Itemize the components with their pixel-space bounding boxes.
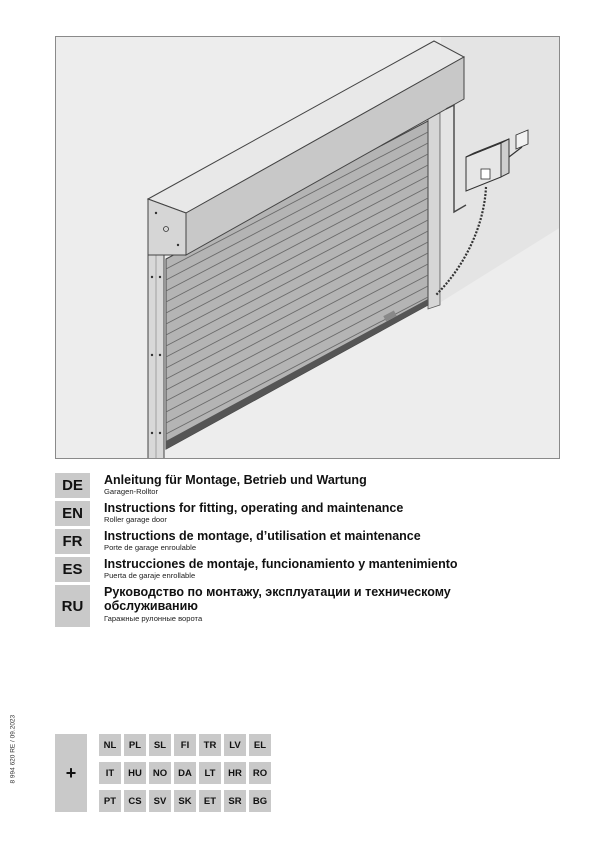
lang-cell: TR xyxy=(199,734,221,756)
lang-subtitle-de: Garagen-Rolltor xyxy=(104,487,159,496)
lang-subtitle-ru: Гаражные рулонные ворота xyxy=(104,614,203,623)
lang-code-en: EN xyxy=(55,501,90,526)
lang-cell: SK xyxy=(174,790,196,812)
roller-door-illustration xyxy=(55,36,560,459)
lang-cell: SR xyxy=(224,790,246,812)
lang-cell: NO xyxy=(149,762,171,784)
lang-cell: FI xyxy=(174,734,196,756)
lang-cell: PT xyxy=(99,790,121,812)
lang-cell: IT xyxy=(99,762,121,784)
lang-cell: LV xyxy=(224,734,246,756)
lang-subtitle-en: Roller garage door xyxy=(104,515,167,524)
lang-title-ru-line2: обслуживанию xyxy=(104,599,198,613)
lang-cell: PL xyxy=(124,734,146,756)
lang-cell: ET xyxy=(199,790,221,812)
document-number: 8 994 620 RE / 09.2023 xyxy=(9,714,17,784)
lang-title-ru-line1: Руководство по монтажу, эксплуатации и техническому xyxy=(104,585,451,599)
lang-code-es: ES xyxy=(55,557,90,582)
lang-subtitle-es: Puerta de garaje enrollable xyxy=(104,571,196,580)
lang-title-de: Anleitung für Montage, Betrieb und Wartung xyxy=(104,473,367,487)
lang-cell: LT xyxy=(199,762,221,784)
lang-subtitle-fr: Porte de garage enroulable xyxy=(104,543,197,552)
lang-cell: SV xyxy=(149,790,171,812)
lang-code-ru: RU xyxy=(55,585,90,627)
lang-code-fr: FR xyxy=(55,529,90,554)
more-languages-plus: + xyxy=(55,734,87,812)
lang-cell: NL xyxy=(99,734,121,756)
lang-cell: EL xyxy=(249,734,271,756)
lang-cell: HR xyxy=(224,762,246,784)
lang-title-es: Instrucciones de montaje, funcionamiento y mantenimiento xyxy=(104,557,458,571)
roller-door-drawing xyxy=(56,37,560,459)
lang-cell: DA xyxy=(174,762,196,784)
lang-cell: RO xyxy=(249,762,271,784)
lang-cell: SL xyxy=(149,734,171,756)
lang-cell: HU xyxy=(124,762,146,784)
lang-title-fr: Instructions de montage, d’utilisation et maintenance xyxy=(104,529,421,543)
lang-code-de: DE xyxy=(55,473,90,498)
lang-cell: BG xyxy=(249,790,271,812)
lang-cell: CS xyxy=(124,790,146,812)
lang-title-en: Instructions for fitting, operating and maintenance xyxy=(104,501,404,515)
